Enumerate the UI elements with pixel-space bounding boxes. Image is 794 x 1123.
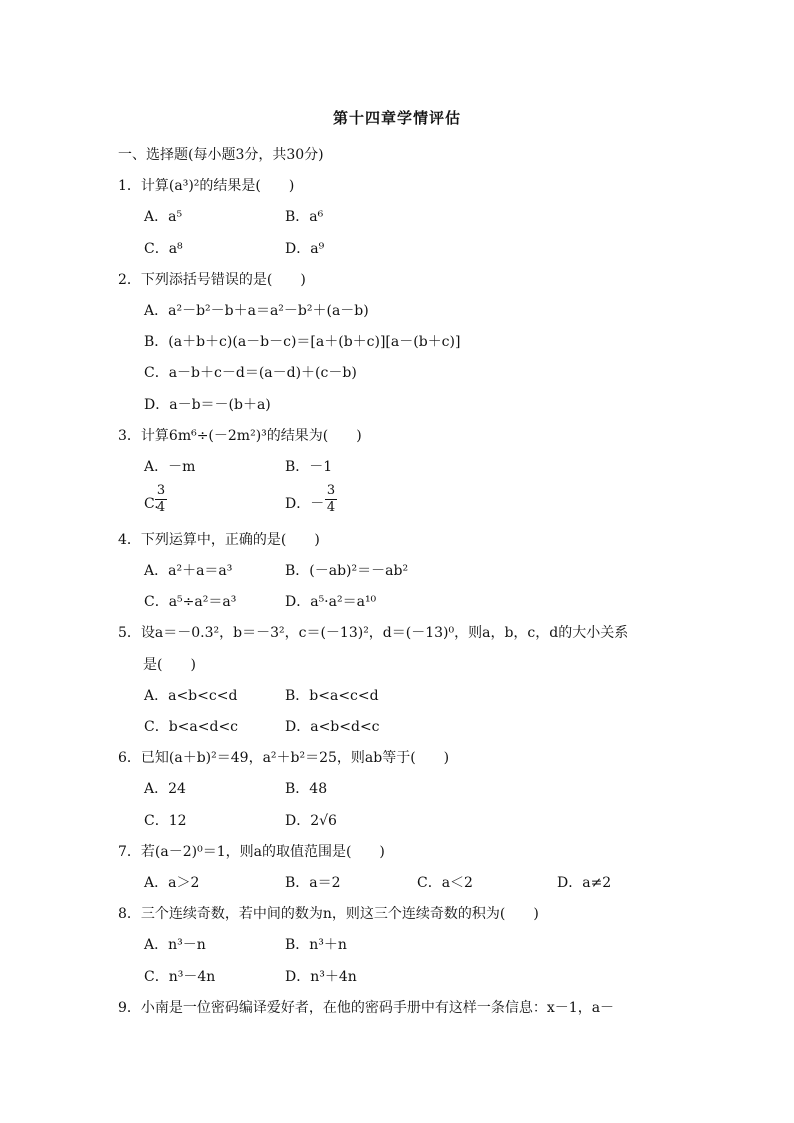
question-3-option-c-label: C. — [144, 496, 159, 512]
question-5-option-c: C．b<a<d<c — [144, 719, 239, 735]
fraction-numerator: 3 — [326, 483, 336, 498]
question-4-stem: 4．下列运算中，正确的是( ) — [118, 532, 320, 548]
question-3-option-b: B．－1 — [285, 459, 333, 475]
question-8-option-b: B．n³＋n — [285, 937, 347, 953]
question-6-option-d: D．2√6 — [285, 813, 337, 829]
question-3-stem: 3．计算6m⁶÷(－2m²)³的结果为( ) — [118, 428, 362, 444]
fraction-denominator: 4 — [326, 500, 336, 515]
question-1-option-a: A．a⁵ — [144, 209, 183, 225]
question-2-option-b: B．(a＋b＋c)(a－b－c)＝[a＋(b＋c)][a－(b＋c)] — [144, 334, 461, 350]
question-3-option-d-label: D．－ — [285, 496, 325, 512]
section-heading: 一、选择题(每小题3分，共30分) — [118, 147, 324, 163]
question-5-stem: 5．设a＝－0.3²，b＝－3²，c＝(－13)²，d＝(－13)⁰，则a，b，c，d的大小关系 — [118, 625, 629, 641]
question-5-stem-continued: 是( ) — [143, 657, 196, 673]
question-1-option-d: D．a⁹ — [285, 241, 325, 257]
question-1-stem: 1．计算(a³)²的结果是( ) — [118, 178, 295, 194]
question-2-option-c: C．a－b＋c－d＝(a－d)＋(c－b) — [144, 365, 357, 381]
question-4-option-a: A．a²＋a＝a³ — [144, 563, 233, 579]
question-5-option-b: B．b<a<c<d — [285, 688, 379, 704]
question-6-option-a: A．24 — [144, 781, 186, 797]
question-7-stem: 7．若(a－2)⁰＝1，则a的取值范围是( ) — [118, 844, 385, 860]
question-2-option-d: D．a－b＝－(b＋a) — [144, 397, 271, 413]
question-6-stem: 6．已知(a＋b)²＝49，a²＋b²＝25，则ab等于( ) — [118, 750, 450, 766]
fraction-denominator: 4 — [156, 500, 166, 515]
question-4-option-c: C．a⁵÷a²＝a³ — [144, 594, 237, 610]
question-4-option-d: D．a⁵·a²＝a¹⁰ — [285, 594, 377, 610]
question-8-stem: 8．三个连续奇数，若中间的数为n，则这三个连续奇数的积为( ) — [118, 906, 539, 922]
question-5-option-a: A．a<b<c<d — [144, 688, 238, 704]
question-3-option-a: A．－m — [144, 459, 196, 475]
question-7-option-b: B．a＝2 — [285, 875, 341, 891]
question-1-option-b: B．a⁶ — [285, 209, 324, 225]
question-8-option-a: A．n³－n — [144, 937, 206, 953]
question-6-option-b: B．48 — [285, 781, 328, 797]
question-3-option-d-fraction — [325, 484, 337, 515]
question-2-stem: 2．下列添括号错误的是( ) — [118, 272, 306, 288]
page-title: 第十四章学情评估 — [332, 109, 461, 127]
question-8-option-d: D．n³＋4n — [285, 969, 357, 985]
question-7-option-d: D．a≠2 — [557, 875, 612, 891]
question-2-option-a: A．a²－b²－b＋a＝a²－b²＋(a－b) — [144, 303, 369, 319]
question-1-option-c: C．a⁸ — [144, 241, 183, 257]
question-4-option-b: B．(－ab)²＝－ab² — [285, 563, 409, 579]
question-9-stem: 9．小南是一位密码编译爱好者，在他的密码手册中有这样一条信息：x－1，a－ — [118, 1000, 615, 1016]
question-7-option-c: C．a＜2 — [417, 875, 473, 891]
question-3-option-c-fraction — [155, 484, 167, 515]
question-8-option-c: C．n³－4n — [144, 969, 216, 985]
question-5-option-d: D．a<b<d<c — [285, 719, 380, 735]
fraction-numerator: 3 — [156, 483, 166, 498]
question-6-option-c: C．12 — [144, 813, 187, 829]
question-7-option-a: A．a＞2 — [144, 875, 200, 891]
